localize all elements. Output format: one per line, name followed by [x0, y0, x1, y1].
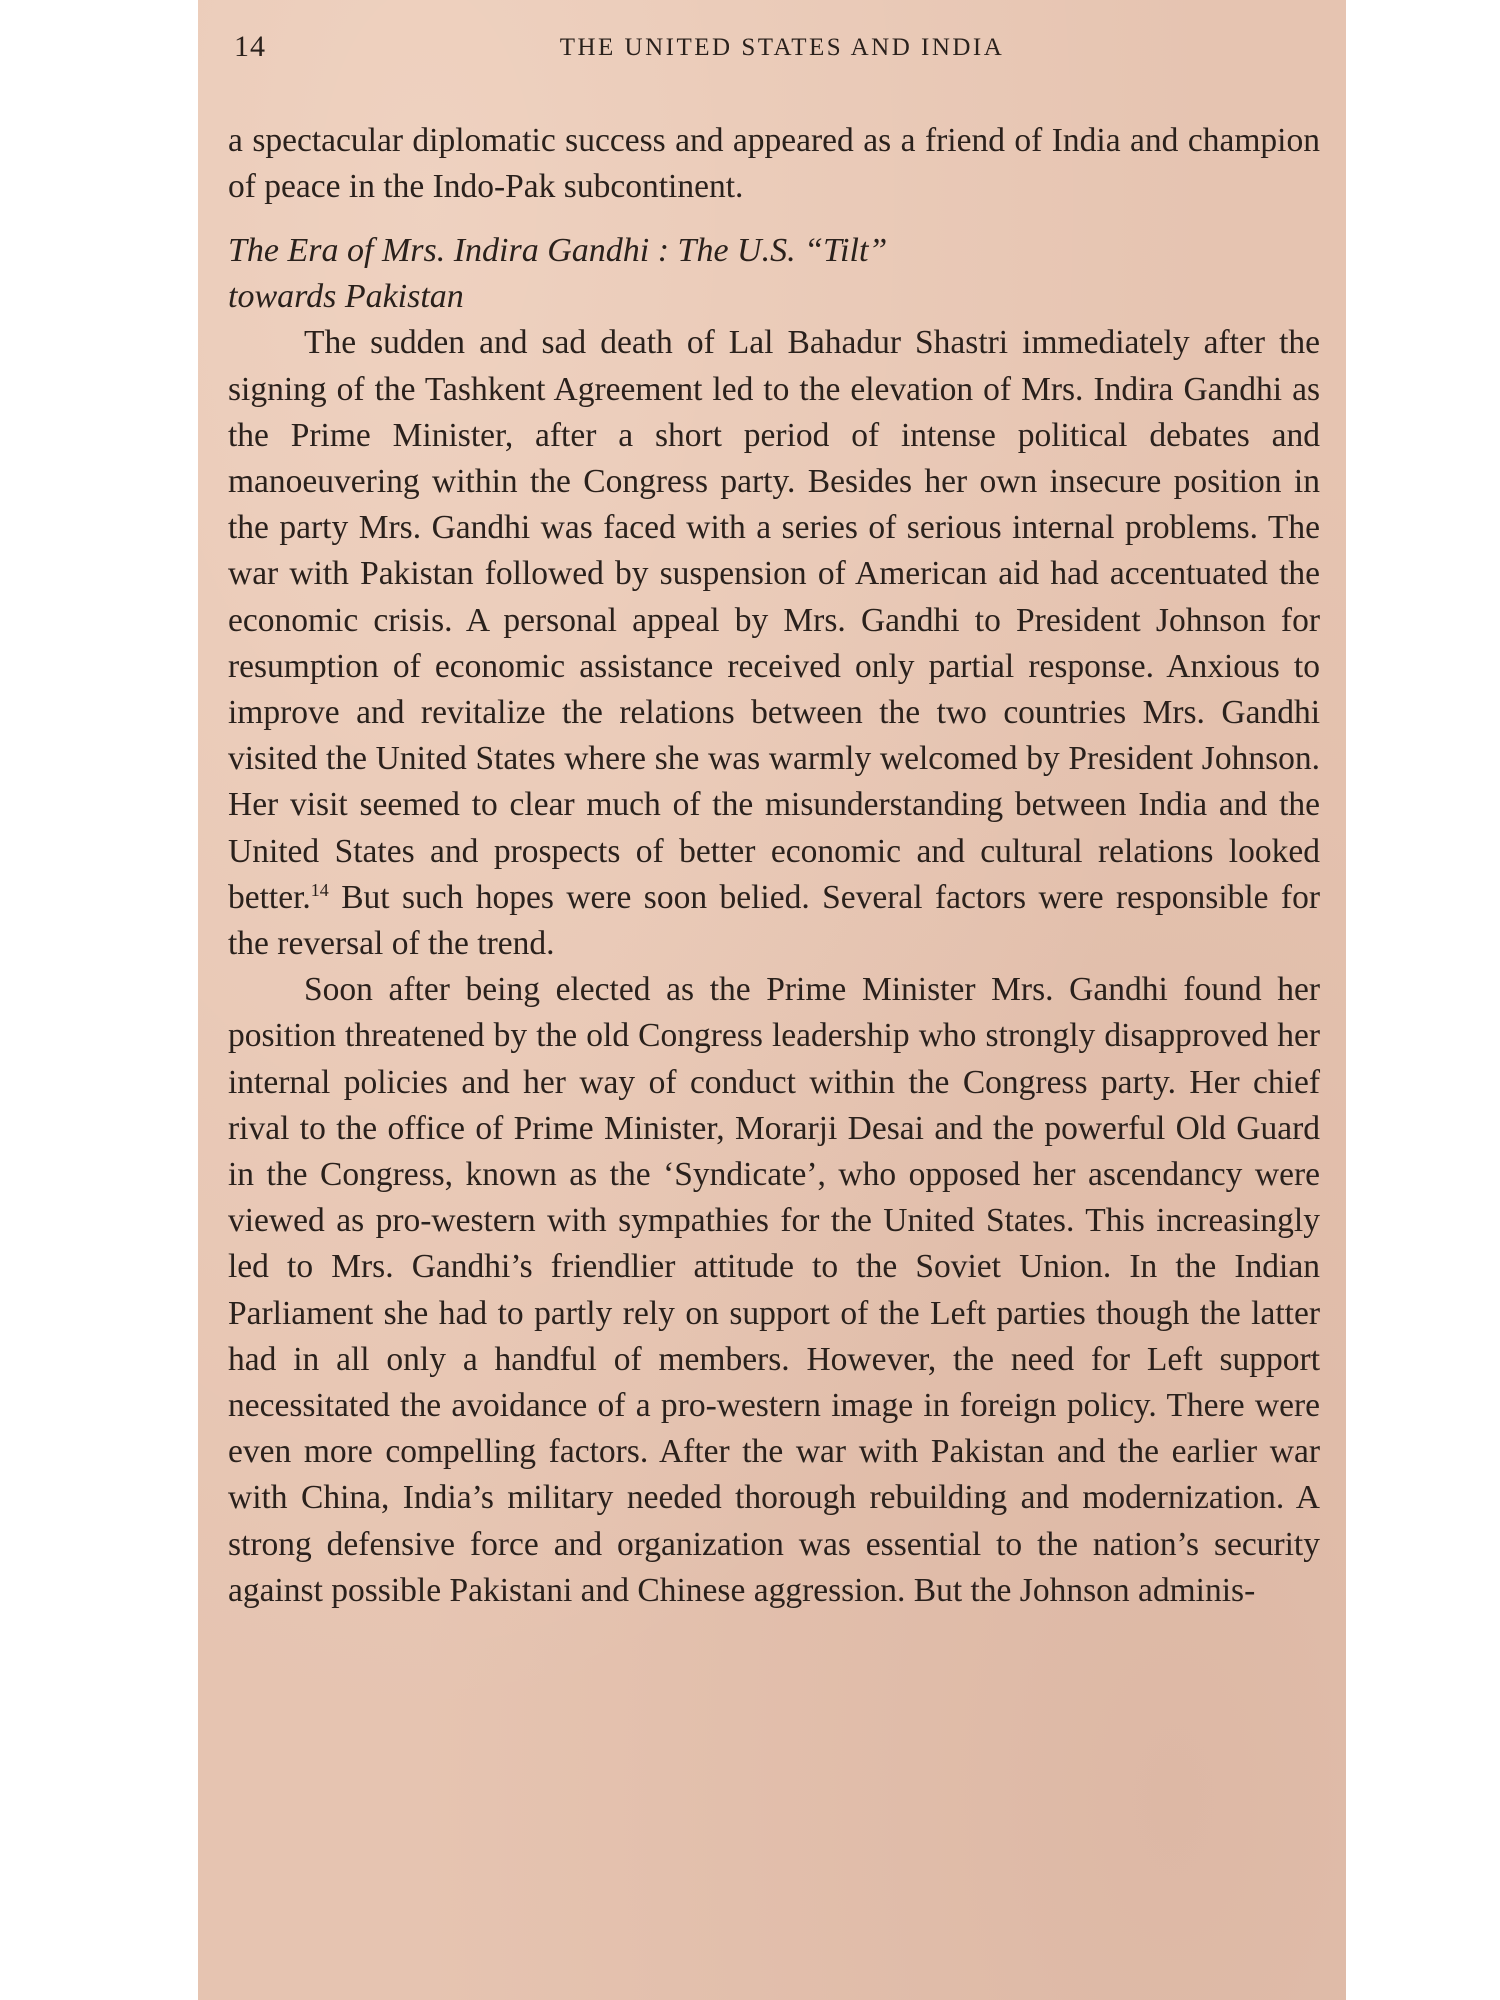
running-head [234, 30, 1310, 70]
section-heading-line-1: The Era of Mrs. Indira Gandhi : The U.S. “Tilt” [228, 232, 888, 270]
paragraph-1-text-continued: But such hopes were soon belied. Several factors were responsible for the reversal of the trend. [228, 878, 1320, 963]
paragraph-1-text: The sudden and sad death of Lal Bahadur Shastri immediately after the signing of the Tashkent Agreement led to the elevation of Mrs. Indira Gandhi as the Prime Minister, after a short period of intense political debates and manoeuvering within the Congress party. Besides her own insecure position in the party Mrs. Gandhi was faced with a series of serious internal problems. The war with Pakistan followed by suspension of American aid had accentuated the economic crisis. A personal appeal by Mrs. Gandhi to President Johnson for resumption of economic assistance received only partial response. Anxious to improve and revitalize the relations between the two countries Mrs. Gandhi visited the United States where she was warmly welcomed by President Johnson. Her visit seemed to clear much of the misunderstanding between India and the United States and prospects of better economic and cultural relations looked better. [228, 324, 1320, 916]
page-number: 14 [234, 30, 266, 63]
paragraph-2: Soon after being elected as the Prime Minister Mrs. Gandhi found her position threatened by the old Congress leadership who strongly disapproved her internal policies and her way of conduct within the Congress party. Her chief rival to the office of Prime Minister, Morarji Desai and the powerful Old Guard in the Congress, known as the ‘Syndicate’, who opposed her ascendancy were viewed as pro-western with sympathies for the United States. This increasingly led to Mrs. Gandhi’s friendlier attitude to the Soviet Union. In the Indian Parliament she had to partly rely on support of the Left parties though the latter had in all only a handful of members. However, the need for Left support necessitated the avoidance of a pro-western image in foreign policy. There were even more compelling factors. After the war with Pakistan and the earlier war with China, India’s military needed thorough rebuilding and modernization. A strong defensive force and organization was essential to the nation’s security against possible Pakistani and Chinese aggression. But the Johnson adminis- [228, 971, 1320, 1609]
section-heading [228, 228, 1128, 320]
footnote-reference: 14 [310, 879, 329, 900]
paragraph-1 [228, 320, 1320, 967]
section-heading-line-2: towards Pakistan [228, 278, 464, 316]
page-body [228, 118, 1320, 1614]
book-page [198, 0, 1346, 2000]
continued-paragraph: a spectacular diplomatic success and appeared as a friend of India and champion of peace in the Indo-Pak subcontinent. [228, 122, 1320, 206]
running-title: THE UNITED STATES AND INDIA [559, 34, 1005, 61]
